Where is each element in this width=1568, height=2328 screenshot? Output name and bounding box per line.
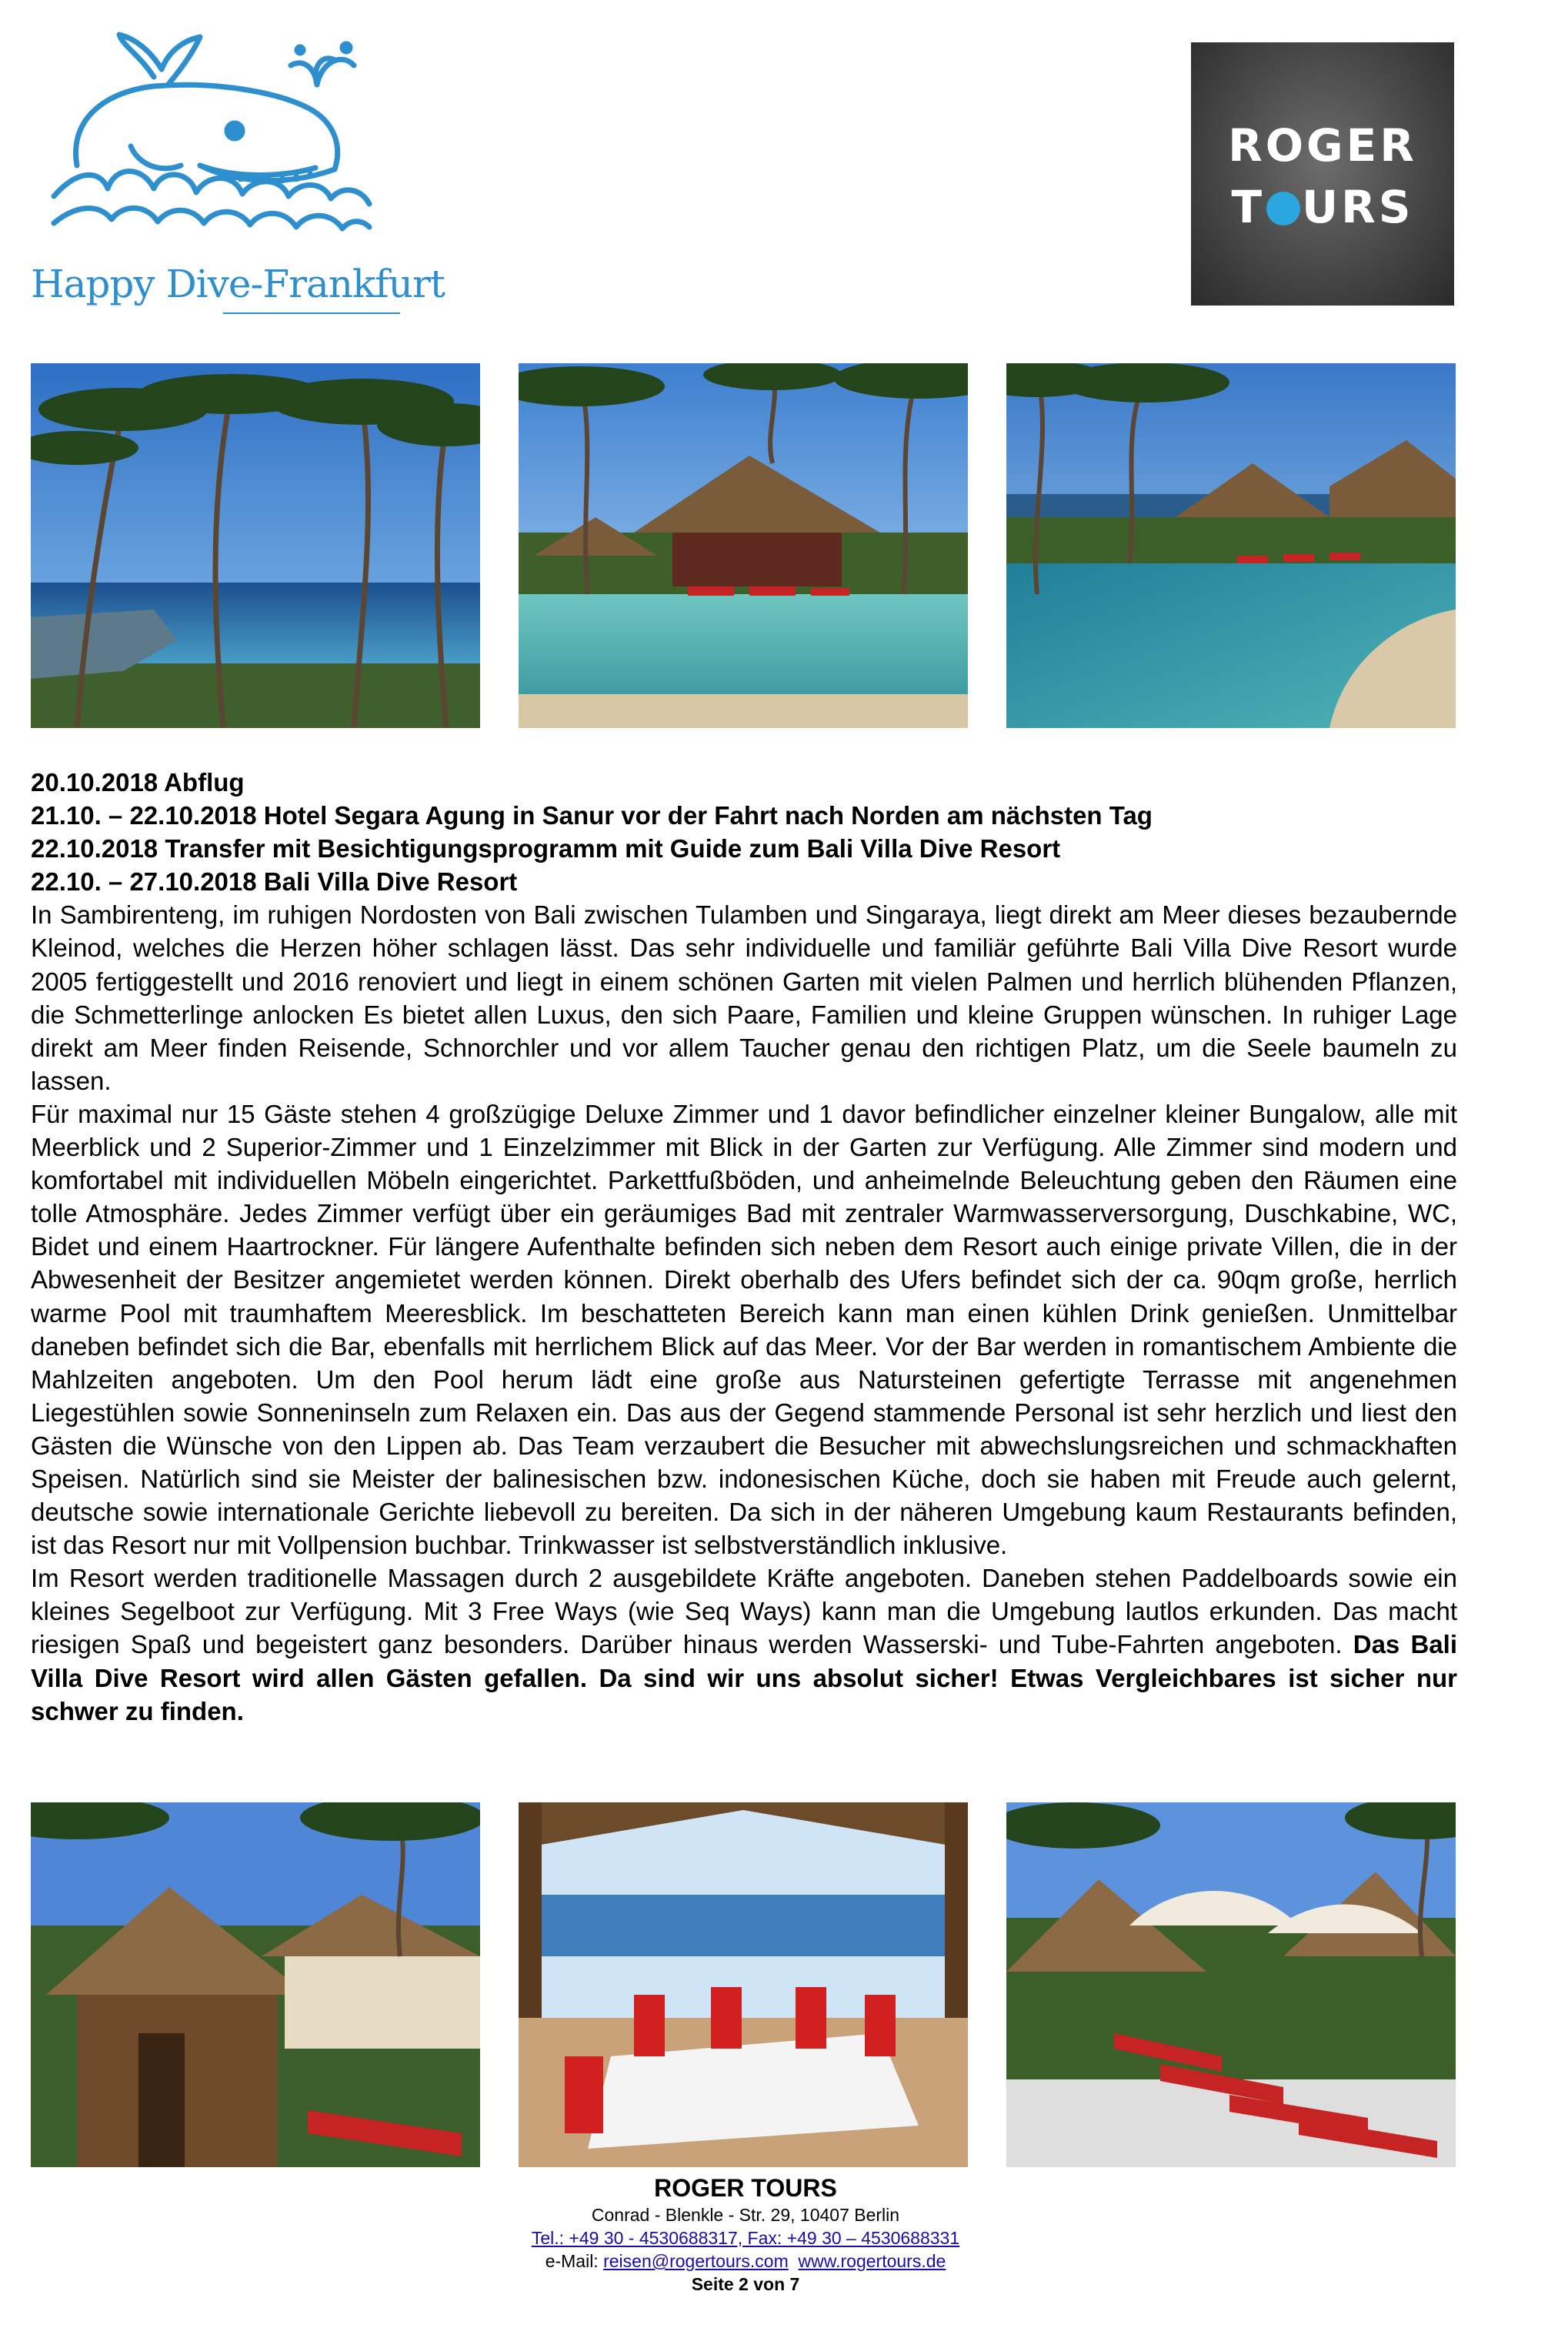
happy-dive-logo — [23, 31, 445, 316]
blue-dot-icon — [1266, 192, 1300, 225]
itinerary-line: 21.10. – 22.10.2018 Hotel Segara Agung in Sanur vor der Fahrt nach Norden am nächsten Tag — [31, 801, 1153, 830]
resort-infinity-pool-photo — [1006, 363, 1456, 728]
footer-company: ROGER TOURS — [654, 2174, 837, 2202]
logo-word-roger: ROGER — [1228, 119, 1417, 172]
logo-underline — [223, 312, 400, 314]
recommendation-text: Das Bali Villa Dive Resort wird allen Gästen gefallen. Da sind wir uns absolut sicher! Etwas Vergleichbares ist sicher nur schwer zu finden. — [31, 1630, 1458, 1725]
itinerary-line: 22.10.2018 Transfer mit Besichtigungsprogramm mit Guide zum Bali Villa Dive Resort — [31, 834, 1061, 863]
resort-pool-photo — [519, 363, 968, 728]
logo-letter-t: T — [1231, 181, 1266, 233]
page-number: Seite 2 von 7 — [691, 2274, 800, 2294]
resort-description-paragraph: In Sambirenteng, im ruhigen Nordosten von Bali zwischen Tulamben und Singaraya, liegt direkt am Meer dieses bezaubernde Kleinod, welches die Herzen höher schlagen lässt. Das sehr individuelle und familiär geführte Bali Villa Dive Resort wurde 2005 fertiggestellt und 2016 renoviert und liegt in einem schönen Garten mit vielen Palmen und herrlich blühenden Pflanzen, die Schmetterlinge anlocken Es bietet allen Luxus, den sich Paare, Familien und kleine Gruppen wünschen. In ruhiger Lage direkt am Meer finden Reisende, Schnorchler und vor allem Taucher genau den richtigen Platz, um die Seele baumeln zu lassen. — [31, 900, 1457, 1095]
footer-email-link[interactable]: reisen@rogertours.com — [603, 2251, 789, 2271]
footer-contact-line — [0, 2250, 1491, 2273]
footer-email-label: e-Mail: — [545, 2251, 599, 2271]
activities-text: Im Resort werden traditionelle Massagen durch 2 ausgebildete Kräfte angeboten. Daneben stehen Paddelboards sowie ein kleines Segelboot zur Verfügung. Mit 3 Free Ways (wie Seq Ways) kann man die Umgebung lautlos erkunden. Das macht riesigen Spaß und begeistert ganz besonders. Darüber hinaus werden Wasserski- und Tube-Fahrten angeboten. — [31, 1564, 1457, 1659]
article-body — [31, 766, 1457, 1728]
roger-tours-logo — [1191, 42, 1454, 306]
dining-terrace-photo — [519, 1802, 968, 2167]
activities-paragraph — [31, 1561, 1457, 1727]
footer-address: Conrad - Blenkle - Str. 29, 10407 Berlin — [591, 2205, 900, 2225]
itinerary-line: 20.10.2018 Abflug — [31, 768, 245, 797]
logo-letters-urs: URS — [1302, 181, 1414, 233]
sun-loungers-photo — [1006, 1802, 1456, 2167]
footer-phone-link[interactable]: Tel.: +49 30 - 4530688317, Fax: +49 30 – 4530688331 — [531, 2228, 960, 2248]
page-footer — [0, 2173, 1491, 2296]
footer-website-link[interactable]: www.rogertours.de — [798, 2251, 946, 2271]
itinerary-line: 22.10. – 27.10.2018 Bali Villa Dive Resort — [31, 867, 518, 897]
logo-text: Happy Dive-Frankfurt — [31, 262, 445, 306]
whale-logo-icon — [46, 31, 377, 262]
rooms-description-paragraph: Für maximal nur 15 Gäste stehen 4 großzügige Deluxe Zimmer und 1 davor befindlicher einzelner kleiner Bungalow, alle mit Meerblick und 2 Superior-Zimmer und 1 Einzelzimmer mit Blick in der Garten zur Verfügung. Alle Zimmer sind modern und komfortabel mit individuellen Möbeln eingerichtet. Parkettfußböden, und anheimelnde Beleuchtung geben den Räumen eine tolle Atmosphäre. Jedes Zimmer verfügt über ein geräumiges Bad mit zentraler Warmwasserversorgung, Duschkabine, WC, Bidet und einem Haartrockner. Für längere Aufenthalte befinden sich neben dem Resort auch einige private Villen, die in der Abwesenheit der Besitzer angemietet werden können. Direkt oberhalb des Ufers befindet sich der ca. 90qm große, herrlich warme Pool mit traumhaftem Meeresblick. Im beschatteten Bereich kann man einen kühlen Drink genießen. Unmittelbar daneben befindet sich die Bar, ebenfalls mit herrlichem Blick auf das Meer. Vor der Bar werden in romantischem Ambiente die Mahlzeiten angeboten. Um den Pool herum lädt eine große aus Natursteinen gefertigte Terrasse mit angenehmen Liegestühlen sowie Sonneninseln zum Relaxen ein. Das aus der Gegend stammende Personal ist sehr herzlich und liest den Gästen die Wünsche von den Lippen ab. Das Team verzaubert die Besucher mit abwechslungsreichen und schmackhaften Speisen. Natürlich sind sie Meister der balinesischen bzw. indonesischen Küche, doch sie haben mit Freude auch gelernt, deutsche sowie internationale Gerichte liebevoll zu bereiten. Da sich in der näheren Umgebung kaum Restaurants befinden, ist das Resort nur mit Vollpension buchbar. Trinkwasser ist selbstverständlich inklusive. — [31, 1099, 1457, 1560]
logo-word-tours — [1191, 181, 1454, 233]
villa-hut-photo — [31, 1802, 480, 2167]
resort-coast-photo — [31, 363, 480, 728]
